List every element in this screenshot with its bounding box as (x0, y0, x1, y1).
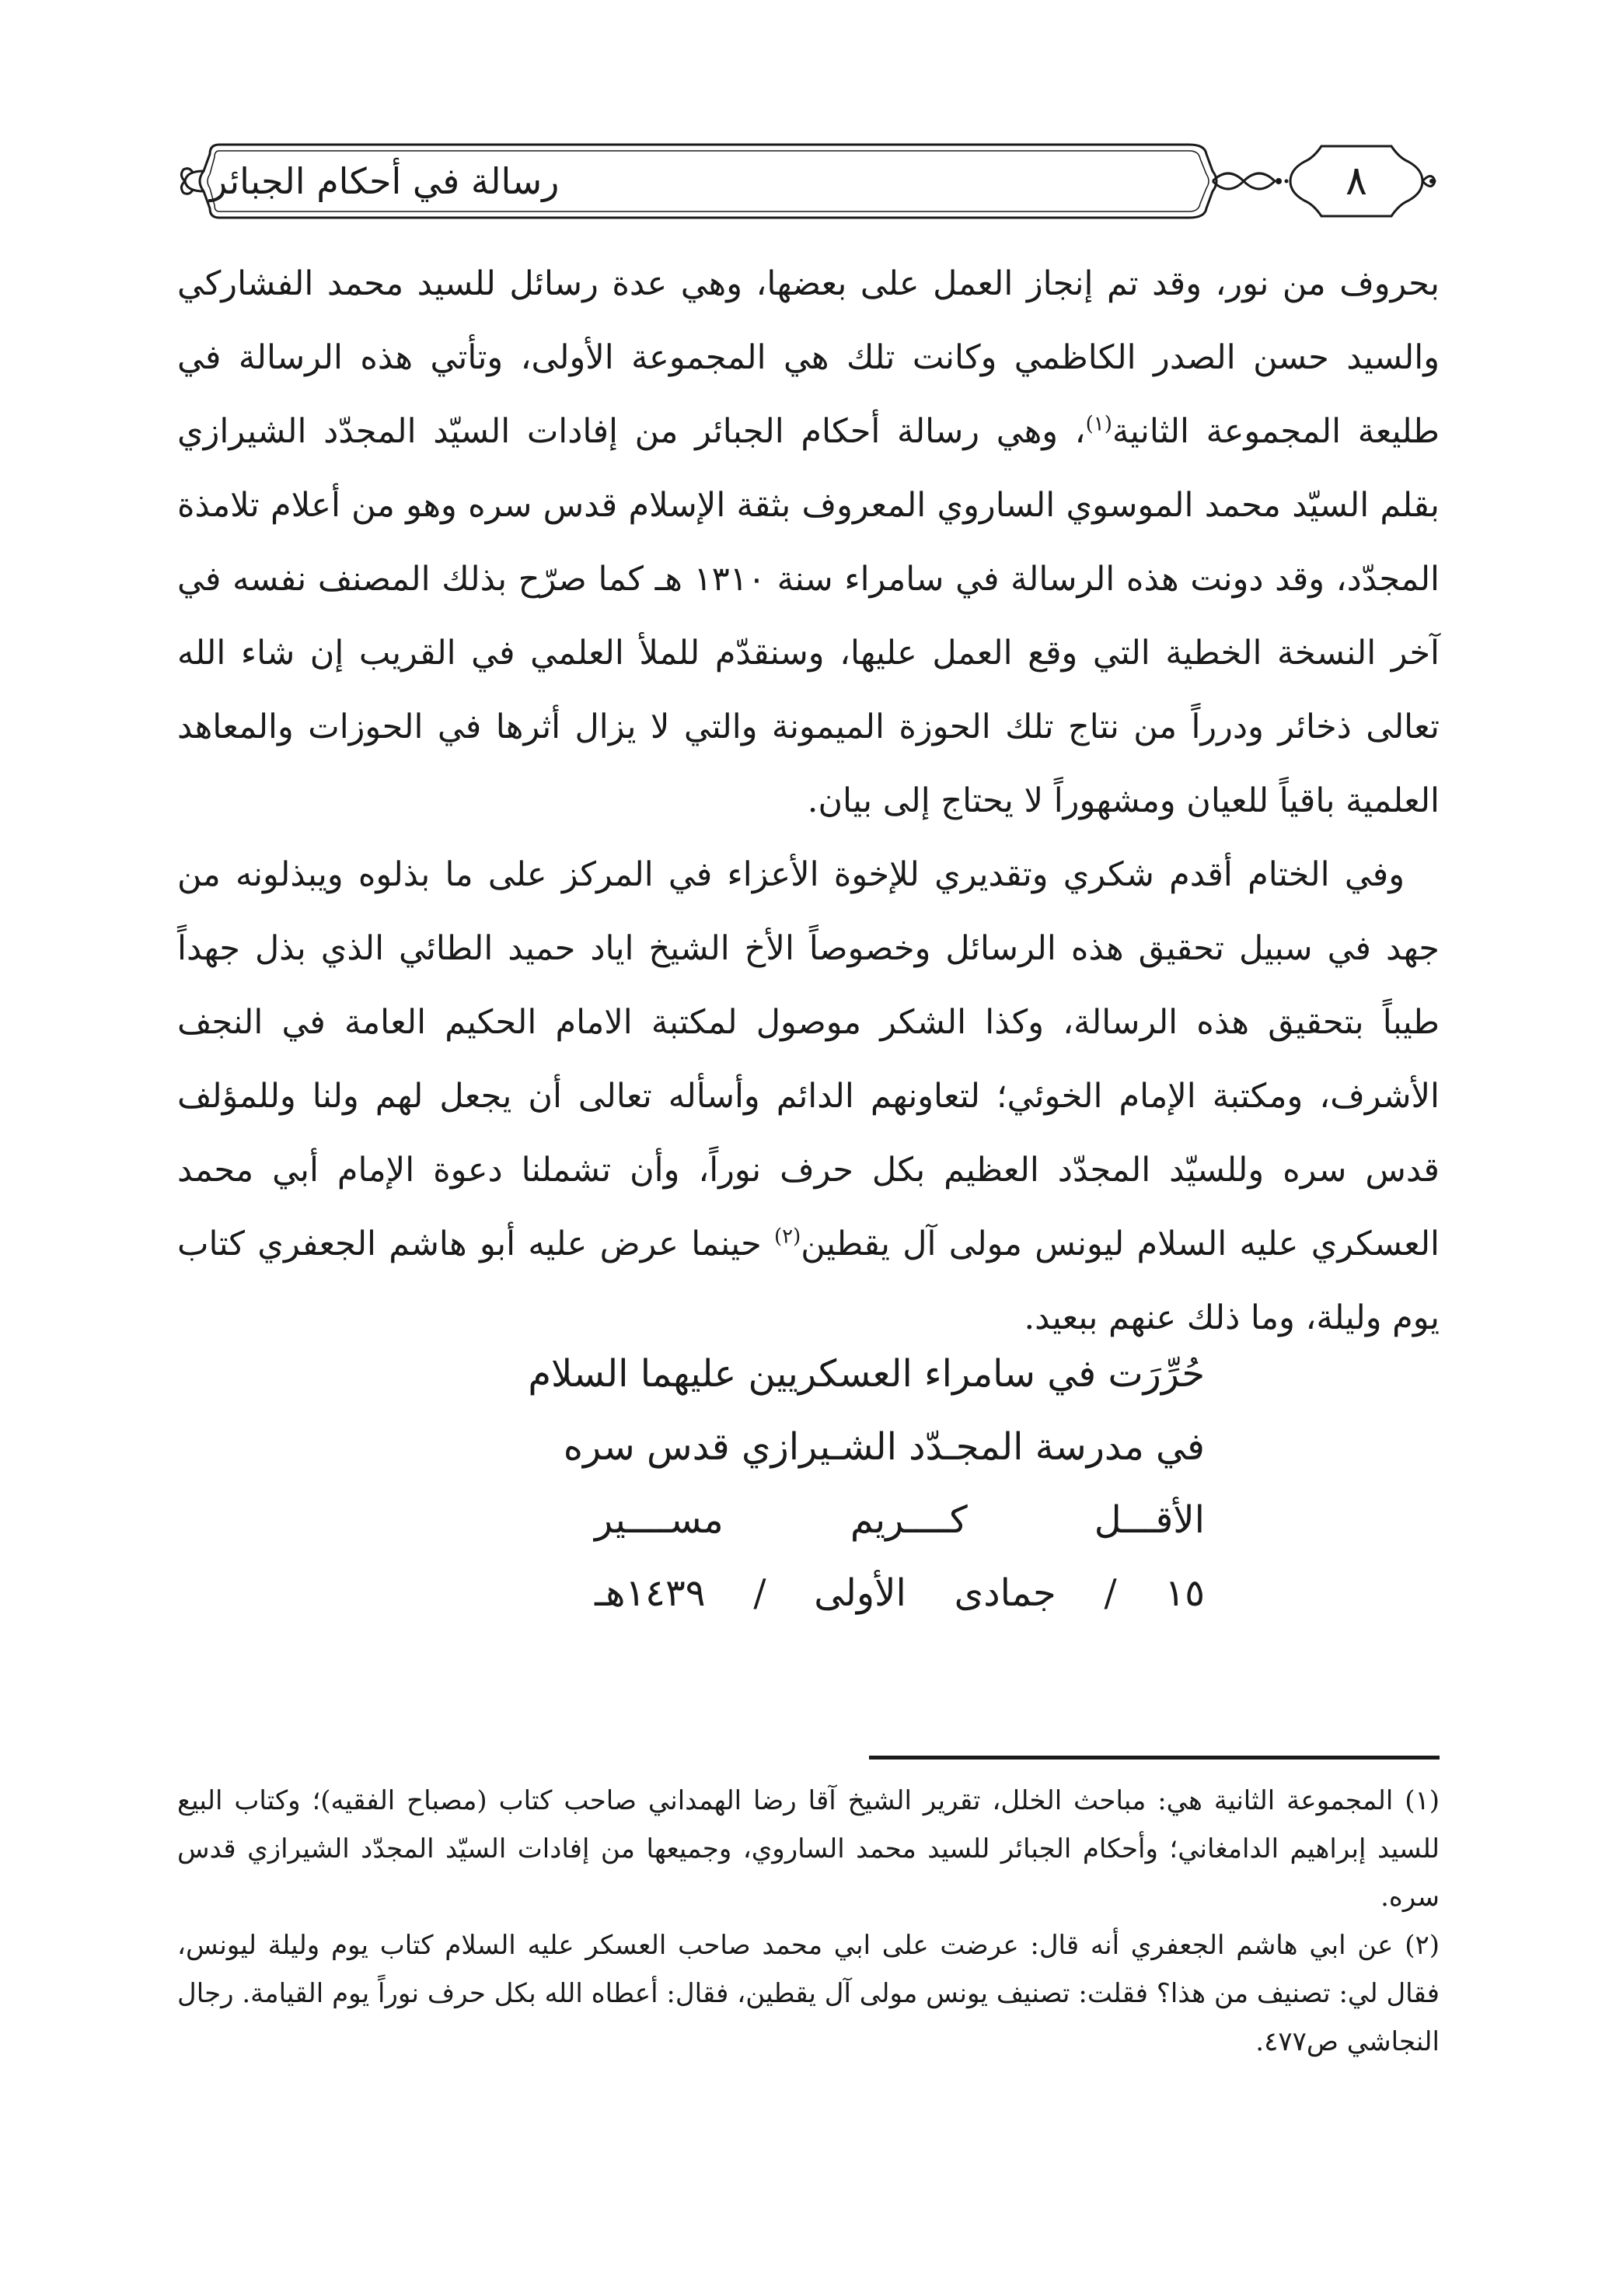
footnote-text: عن ابي هاشم الجعفري أنه قال: عرضت على ابي محمد صاحب العسكر عليه السلام كتاب يوم وليلة ليونس، فقال لي: تصنيف من هذا؟ فقلت: تصنيف يونس مولى آل يقطين، فقال: أعطاه الله بكل حرف نوراً يوم القيامة. رجال النجاشي ص٤٧٧. (177, 1930, 1440, 2057)
signature-author: الأقـــل كــــريم مســــير (595, 1498, 1205, 1542)
footnotes (177, 1777, 1440, 2066)
paragraph-text: وفي الختام أقدم شكري وتقديري للإخوة الأعزاء في المركز على ما بذلوه ويبذلونه من جهد في سبيل تحقيق هذه الرسائل وخصوصاً الأخ الشيخ اياد حميد الطائي الذي بذل جهداً طيباً بتحقيق هذه الرسالة، وكذا الشكر موصول لمكتبة الامام الحكيم العامة في النجف الأشرف، ومكتبة الإمام الخوئي؛ لتعاونهم الدائم وأسأله تعالى أن يجعل لهم ولنا وللمؤلف قدس سره وللسيّد المجدّد العظيم بكل حرف نوراً، وأن تشملنا دعوة الإمام أبي محمد العسكري عليه السلام ليونس مولى آل يقطين (177, 855, 1440, 1263)
paragraph (177, 247, 1440, 838)
footnote (177, 1777, 1440, 1921)
signature-place: حُرِّرَت في سامراء العسكريين عليهما السلام (528, 1352, 1205, 1396)
paragraph (177, 838, 1440, 1355)
signature-date: ١٥ / جمادى الأولى / ١٤٣٩هـ (595, 1571, 1205, 1615)
running-header (179, 123, 1438, 239)
running-title: رسالة في أحكام الجبائر (210, 160, 560, 202)
footnote-reference[interactable]: (٢) (774, 1225, 801, 1249)
paragraph-text: بحروف من نور، وقد تم إنجاز العمل على بعضها، وهي عدة رسائل للسيد محمد الفشاركي والسيد حسن الصدر الكاظمي وكانت تلك هي المجموعة الأولى، وتأتي هذه الرسالة في طليعة المجموعة الثانية (177, 264, 1440, 451)
footnote-text: المجموعة الثانية هي: مباحث الخلل، تقرير الشيخ آقا رضا الهمداني صاحب كتاب (مصباح الفقيه)؛ وكتاب البيع للسيد إبراهيم الدامغاني؛ وأحكام الجبائر للسيد محمد الساروي، وجميعها من إفادات السيّد المجدّد الشيرازي قدس سره. (177, 1785, 1440, 1913)
signature-block (528, 1337, 1205, 1630)
footnote-reference[interactable]: (١) (1085, 412, 1112, 436)
paragraph-text: حينما عرض عليه أبو هاشم الجعفري كتاب يوم وليلة، وما ذلك عنهم ببعيد. (177, 1225, 1440, 1337)
page-number: ٨ (1346, 158, 1367, 204)
footnote (177, 1921, 1440, 2066)
main-text (177, 247, 1440, 1355)
paragraph-text: ، وهي رسالة أحكام الجبائر من إفادات السيّد المجدّد الشيرازي بقلم السيّد محمد الموسوي الساروي المعروف بثقة الإسلام قدس سره وهو من أعلام تلامذة المجدّد، وقد دونت هذه الرسالة في سامراء سنة ١٣١٠ هـ كما صرّح بذلك المصنف نفسه في آخر النسخة الخطية التي وقع العمل عليها، وسنقدّم للملأ العلمي في القريب إن شاء الله تعالى ذخائر ودرراً من نتاج تلك الحوزة الميمونة والتي لا يزال أثرها في الحوزات والمعاهد العلمية باقياً للعيان ومشهوراً لا يحتاج إلى بيان. (177, 412, 1440, 820)
footnote-label: (١) (1405, 1785, 1440, 1816)
footnote-divider (869, 1756, 1440, 1760)
footnote-label: (٢) (1405, 1930, 1440, 1961)
signature-institution: في مدرسة المجـدّد الشـيرازي قدس سره (563, 1425, 1205, 1469)
